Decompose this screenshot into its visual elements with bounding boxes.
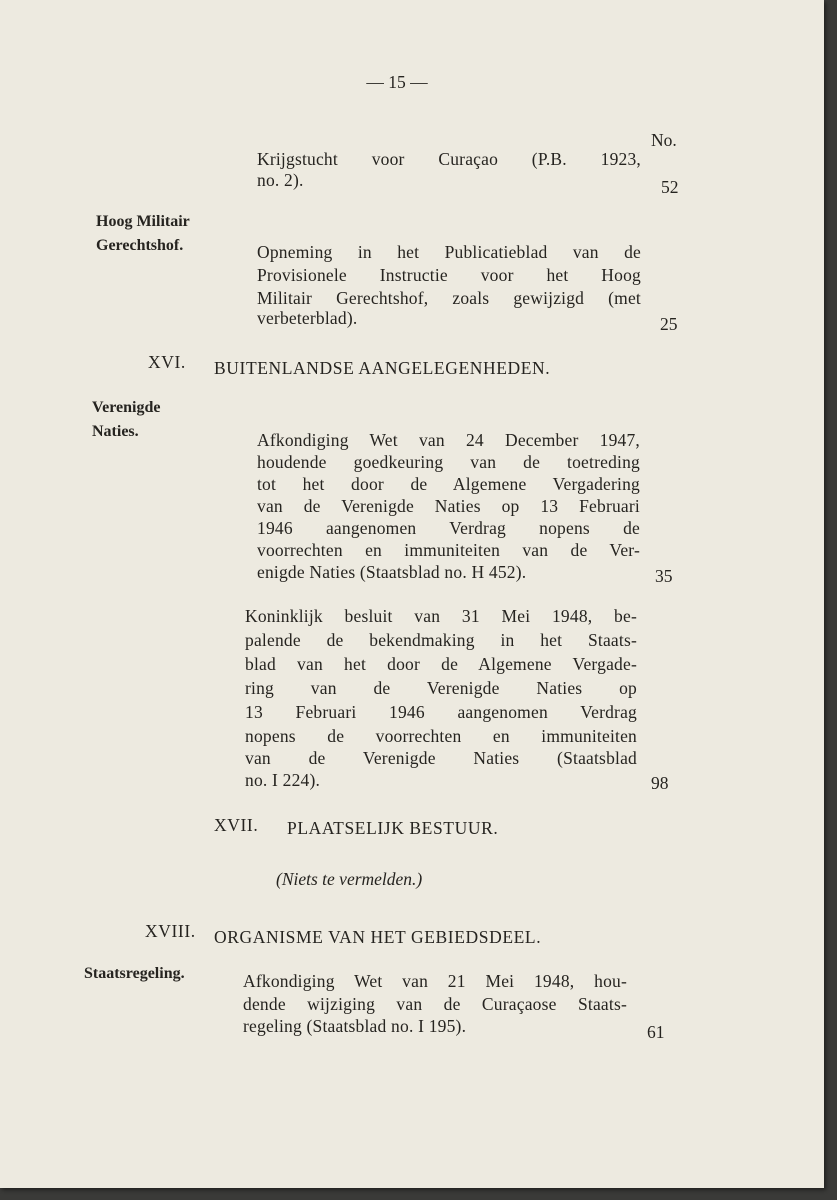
entry-text-line: van de Verenigde Naties op 13 Februari (257, 496, 640, 516)
entry-text-line: Militair Gerechtshof, zoals gewijzigd (met (257, 288, 641, 308)
entry-text-line: Koninklijk besluit van 31 Mei 1948, be- (245, 606, 637, 626)
entry-text-line: nopens de voorrechten en immuniteiten (245, 726, 637, 746)
section-title: BUITENLANDSE AANGELEGENHEDEN. (214, 358, 551, 378)
section-note: (Niets te vermelden.) (276, 869, 423, 889)
entry-number: 98 (651, 773, 669, 793)
page-number: — 15 — (366, 72, 428, 92)
entry-text-line: Provisionele Instructie voor het Hoog (257, 265, 641, 285)
entry-text-line: enigde Naties (Staatsblad no. H 452). (257, 562, 527, 582)
entry-text-line: Afkondiging Wet van 21 Mei 1948, hou- (243, 971, 627, 991)
entry-text-line: 13 Februari 1946 aangenomen Verdrag (245, 702, 637, 722)
entry-text-line: verbeterblad). (257, 308, 358, 328)
entry-text-line: tot het door de Algemene Vergadering (257, 474, 640, 494)
section-roman: XVIII. (145, 921, 196, 941)
entry-text-line: no. 2). (257, 170, 304, 190)
section-roman: XVII. (214, 815, 259, 835)
side-heading-line: Staatsregeling. (84, 965, 185, 982)
entry-text-line: Afkondiging Wet van 24 December 1947, (257, 430, 640, 450)
section-title: PLAATSELIJK BESTUUR. (287, 818, 499, 838)
entry-text-line: houdende goedkeuring van de toetreding (257, 452, 640, 472)
side-heading-line: Hoog Militair (96, 213, 190, 230)
number-column-header: No. (651, 130, 677, 150)
entry-text-line: no. I 224). (245, 770, 321, 790)
side-heading-line: Verenigde (92, 399, 161, 416)
entry-text-line: 1946 aangenomen Verdrag nopens de (257, 518, 640, 538)
entry-text-line: palende de bekendmaking in het Staats- (245, 630, 637, 650)
entry-number: 35 (655, 566, 673, 586)
entry-text-line: blad van het door de Algemene Vergade- (245, 654, 637, 674)
entry-text-line: regeling (Staatsblad no. I 195). (243, 1016, 467, 1036)
entry-text-line: ring van de Verenigde Naties op (245, 678, 637, 698)
section-title: ORGANISME VAN HET GEBIEDSDEEL. (214, 927, 542, 947)
entry-text-line: Krijgstucht voor Curaçao (P.B. 1923, (257, 149, 641, 169)
side-heading-line: Gerechtshof. (96, 237, 184, 254)
section-roman: XVI. (148, 352, 186, 372)
entry-text-line: voorrechten en immuniteiten van de Ver- (257, 540, 640, 560)
side-heading-line: Naties. (92, 423, 139, 440)
entry-number: 25 (660, 314, 678, 334)
entry-text-line: van de Verenigde Naties (Staatsblad (245, 748, 637, 768)
entry-number: 52 (661, 177, 679, 197)
entry-text-line: Opneming in het Publicatieblad van de (257, 242, 641, 262)
entry-text-line: dende wijziging van de Curaçaose Staats- (243, 994, 627, 1014)
entry-number: 61 (647, 1022, 665, 1042)
